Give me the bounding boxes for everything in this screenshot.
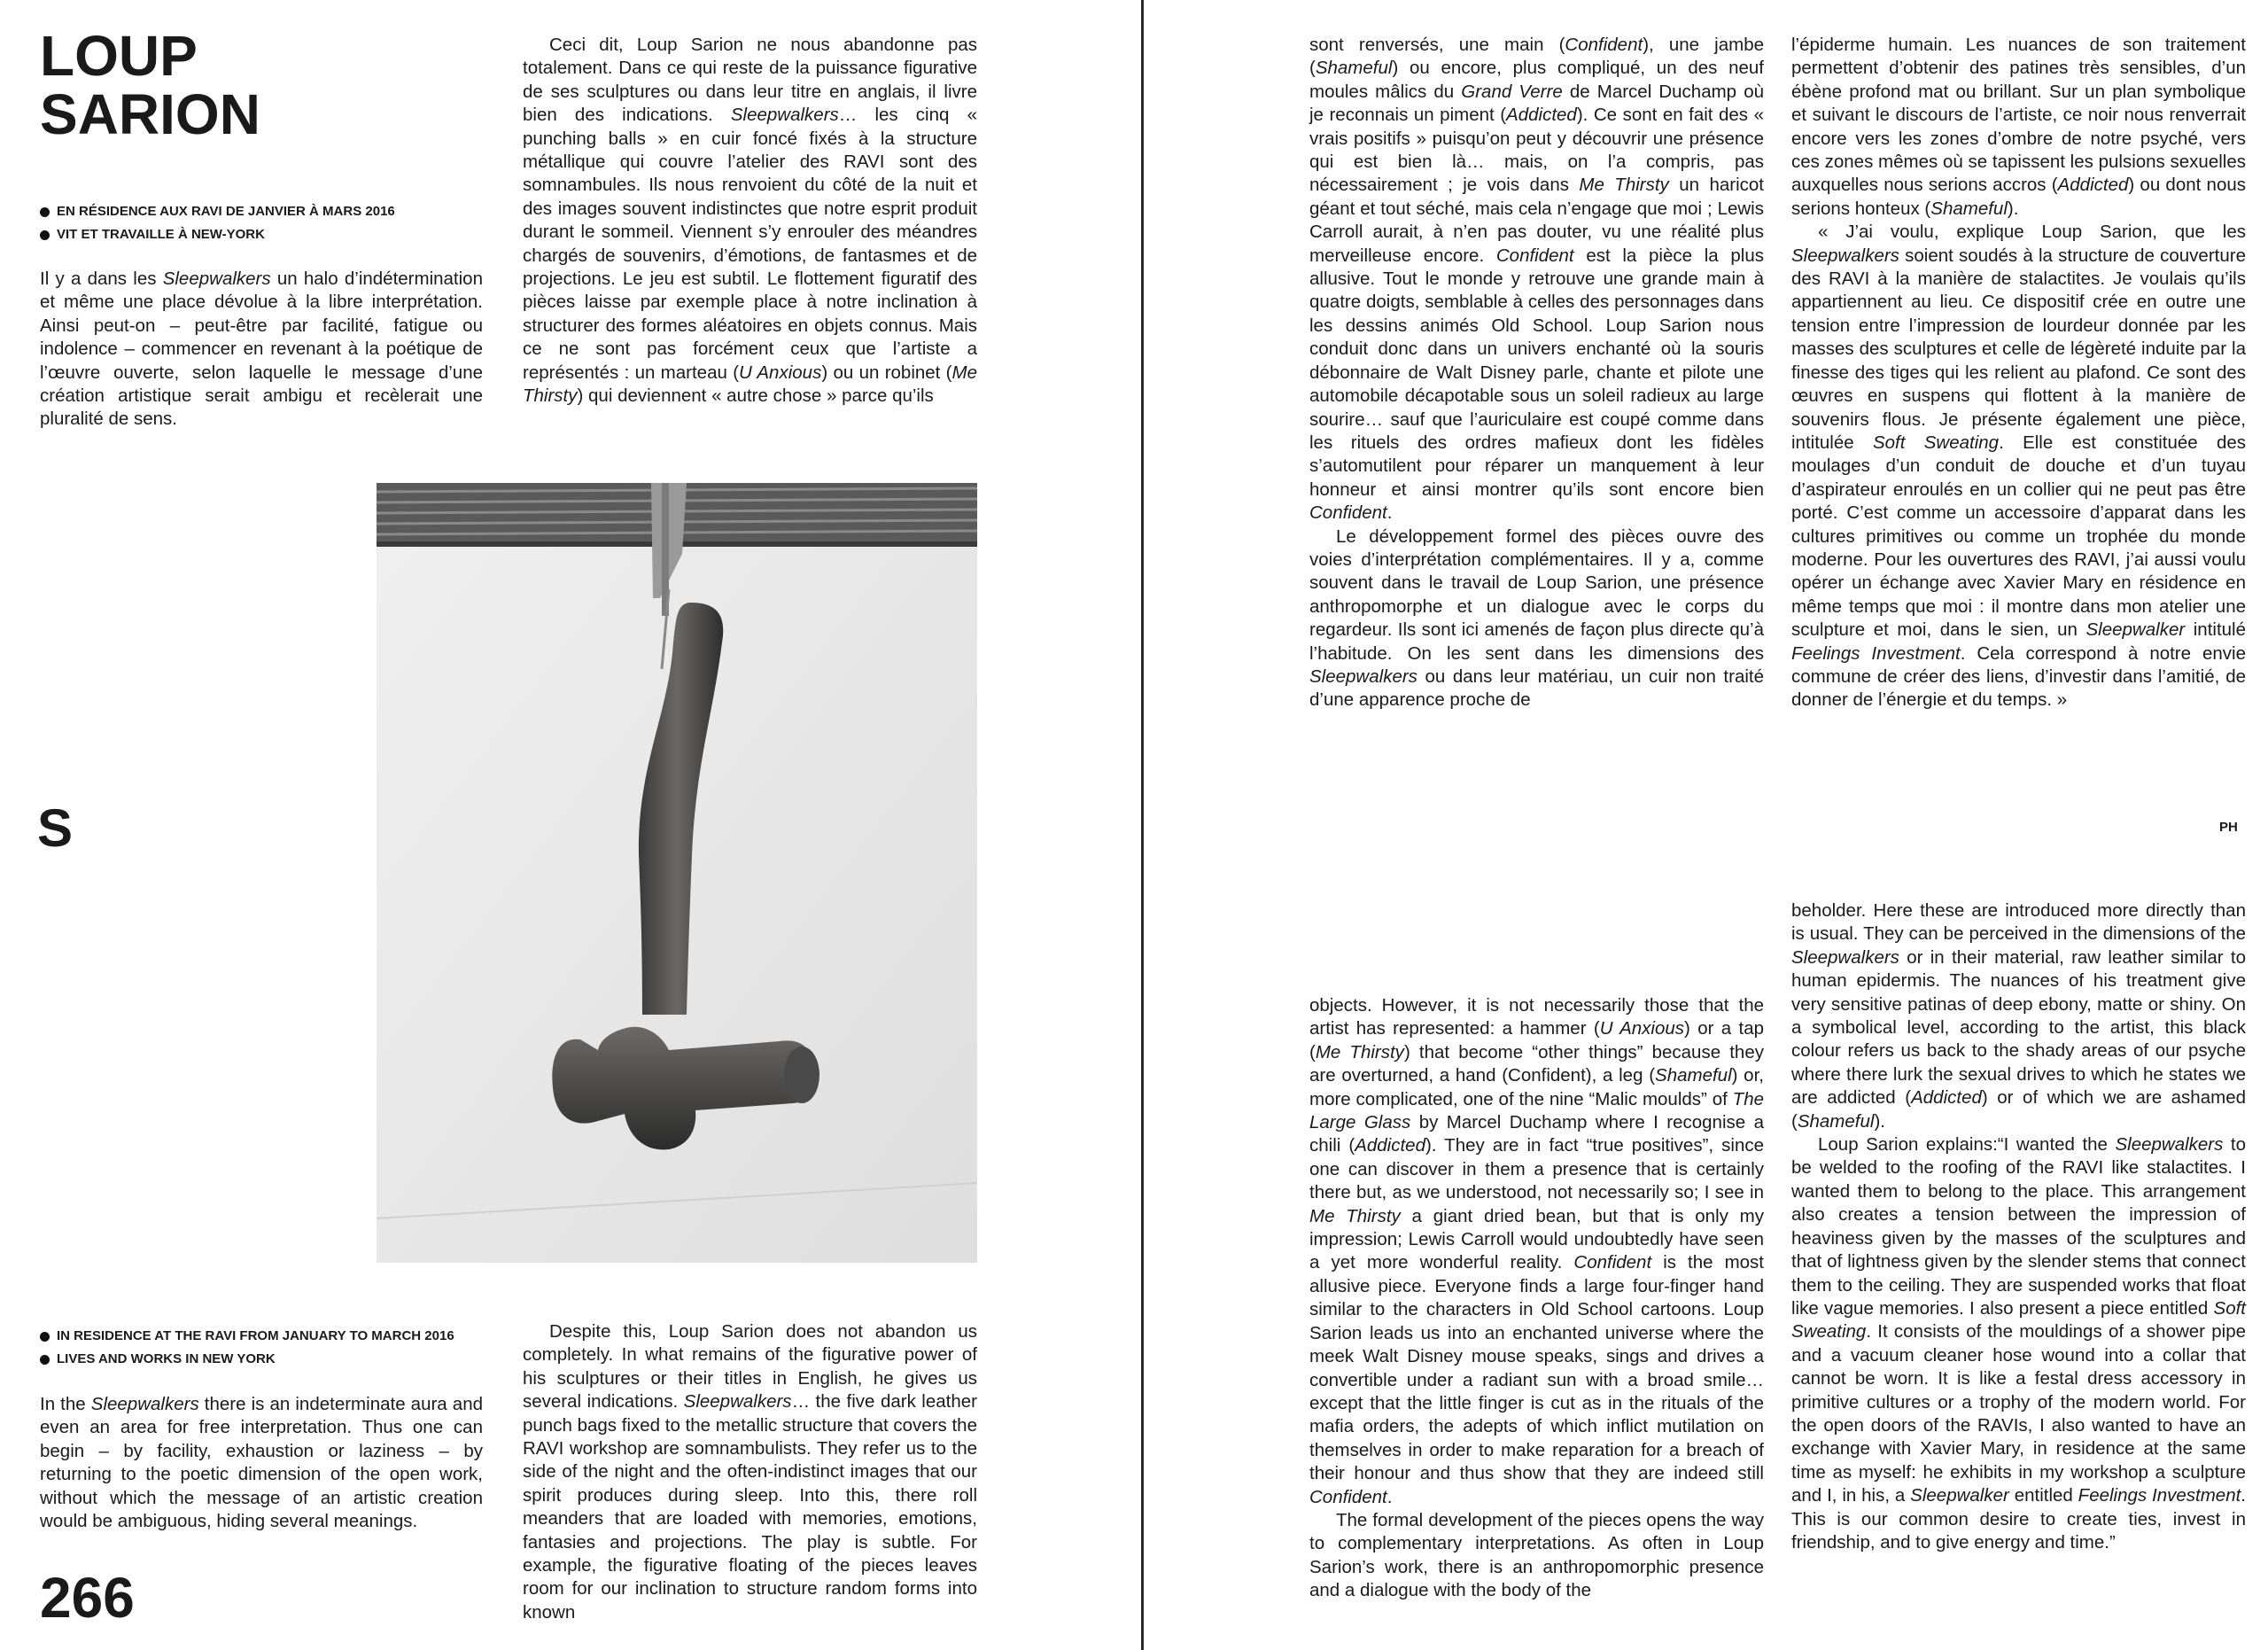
french-column-4 (1791, 34, 2246, 712)
italic-title-run: Me Thirsty (1315, 1041, 1404, 1062)
italic-title-run: Feelings Investment (1791, 642, 1961, 664)
text-run: objects. However, it is not necessarily those that the artist has represented: a hammer ( (1309, 995, 1764, 1039)
text-run: . This is our common desire to create ties, invest in friendship, and to give energy and time.” (1791, 1485, 2246, 1553)
text-run: intitulé (2185, 619, 2246, 641)
text-run: de Marcel Duchamp où je reconnais un piment ( (1309, 81, 1764, 126)
italic-title-run: U Anxious (1599, 1018, 1685, 1039)
text-run: is the most allusive piece. Everyone finds a large four-finger hand similar to the characters in Old School cartoons. Loup Sarion leads us into an enchanted universe where the meek Walt Disney mouse speaks, sings and drives a convertible under a radiant sun with a broad smile… except that the little finger is cut as in the rituals of the mafia orders, the adepts of which inflict mutilation on themselves in order to make reparation for a breach of their honour and thus show that they are indeed still (1309, 1252, 1764, 1484)
text-run: ) ou un robinet ( (821, 362, 952, 383)
italic-title-run: Shameful (1655, 1065, 1732, 1086)
italic-title-run: Soft Sweating (1791, 1297, 2246, 1343)
italic-title-run: Sleepwalker (2085, 619, 2186, 641)
italic-title-run: Sleepwalkers (90, 1394, 199, 1414)
text-run: Il y a dans les (40, 269, 163, 289)
text-run: ) qui deviennent « autre chose » parce qu’ils (577, 385, 934, 407)
italic-title-run: Feelings Investment (2078, 1485, 2241, 1506)
french-column-2 (523, 34, 977, 409)
text-run: . It consists of the mouldings of a shower pipe and a vacuum cleaner hose wound into a collar that cannot be worn. It is like a festal dress accessory in primitive cultures or a trophy of the modern world. For the open doors of the RAVIs, I also wanted to have an exchange with Xavier Mary, in residence at the same time as myself: he exhibits in my workshop a sculpture and I, in his, a (1791, 1321, 2246, 1506)
text-run: Ceci dit, Loup Sarion ne nous abandonne pas totalement. Dans ce qui reste de la puissance figurative de ses sculptures ou dans leur titre en anglais, il livre bien des indications. (523, 35, 977, 126)
english-meta-location: LIVES AND WORKS IN NEW YORK (40, 1348, 518, 1371)
english-meta-list (40, 1325, 518, 1371)
italic-title-run: Sleepwalkers (730, 105, 839, 126)
text-run: est la pièce la plus allusive. Tout le monde y retrouve une grande main à quatre doigts, semblable à celles des personnages dans les dessins animés Old School. Loup Sarion nous conduit donc dans un univers enchanté où la souris débonnaire de Walt Disney parle, chante et pilote une automobile décapotable sous un soleil radieux au large sourire… sauf que l’auriculaire est coupé comme dans les rituels des ordres mafieux dont les fidèles s’automutilent pour réparer un manquement à leur honneur et ainsi montrer qu’ils sont encore bien (1309, 245, 1764, 500)
italic-title-run: Confident (1309, 1486, 1387, 1507)
english-intro-paragraph (40, 1393, 483, 1533)
french-meta-list (40, 200, 518, 246)
text-run: In the (40, 1394, 91, 1414)
text-run: a giant dried bean, but that is only my impression; Lewis Carroll would undoubtedly have seen a yet more wonderful reality. (1309, 1205, 1764, 1273)
italic-title-run: Shameful (1315, 58, 1393, 79)
text-run: ). Ce sont en fait des « vrais positifs » puisqu’on peut y découvrir une présence qui est bien là… mais, on l’a compris, pas nécessairement ; je vois dans (1309, 105, 1764, 196)
english-meta-residence: IN RESIDENCE AT THE RAVI FROM JANUARY TO MARCH 2016 (40, 1325, 518, 1348)
italic-title-run: Sleepwalkers (683, 1391, 792, 1413)
paragraph-text (523, 1320, 977, 1624)
artist-name-heading (40, 24, 447, 146)
paragraph-text (40, 1393, 483, 1533)
text-run: ) or of which we are ashamed ( (1791, 1087, 2246, 1132)
text-run: . (1386, 1486, 1393, 1507)
text-run: … the five dark leather punch bags fixed to the metallic structure that covers the RAVI workshop are somnambulists. They refer us to the side of the night and the often-indistinct images that our spirit produces during sleep. Into this, there roll meanders that are loaded with memories, emotions, fantasies and projections. The play is subtle. For example, the figurative floating of the pieces leaves room for our inclination to structure random forms into known (523, 1391, 977, 1623)
italic-title-run: Sleepwalkers (162, 269, 271, 289)
page-gutter-divider (1141, 0, 1144, 1650)
italic-title-run: Me Thirsty (1309, 1205, 1401, 1226)
text-run: The formal development of the pieces opens the way to complementary interpretations. As often in Loup Sarion’s work, there is an anthropomorphic presence and a dialogue with the body of the (1309, 1509, 1764, 1601)
text-run: Despite this, Loup Sarion does not abandon us completely. In what remains of the figurative power of his sculptures or their titles in English, he gives us several indications. (523, 1321, 977, 1413)
french-column-4-paragraph-1 (1791, 34, 2246, 221)
text-run: ) ou dont nous serions honteux ( (1791, 175, 2246, 219)
text-run: beholder. Here these are introduced more directly than is usual. They can be perceived in the dimensions of the (1791, 900, 2246, 945)
text-run: . Elle est constituée des moulages d’un conduit de douche et d’un tuyau d’aspirateur enroulés en un collier qui ne peut pas être porté. C’est comme un accessoire d’apparat dans les cultures primitives ou comme un trophée du monde moderne. Pour les ouvertures des RAVI, j’ai aussi voulu opérer un échange avec Xavier Mary en résidence en même temps que moi : il montre dans mon atelier une sculpture et moi, dans le sien, un (1791, 432, 2247, 641)
text-run: ), une jambe ( (1309, 35, 1764, 79)
english-column-4 (1791, 899, 2246, 1554)
french-column-3-paragraph-1 (1309, 34, 1764, 525)
text-run: « J’ai voulu, explique Loup Sarion, que les (1818, 222, 2246, 243)
text-run: or in their material, raw leather similar to human epidermis. The nuances of his treatment give very sensitive patinas of deep ebony, matte or shiny. On a symbolical level, according to the artist, this black colour refers us back to the shady areas of our psyche where there lurk the sexual drives to which he states we are addicted ( (1791, 946, 2246, 1109)
italic-title-run: Sleepwalkers (1309, 665, 1418, 687)
italic-title-run: Confident (1565, 35, 1643, 55)
text-run: ou dans leur matériau, un cuir non traité d’une apparence proche de (1309, 665, 1764, 711)
paragraph-text (523, 34, 977, 409)
text-run: Le développement formel des pièces ouvre des voies d’interprétation complémentaires. Il y a, comme souvent dans le travail de Loup Sarion, une présence anthropomorphe et un dialogue avec le corps du regardeur. Ils sont ici amenés de façon plus directe qu’à l’habitude. On les sent dans les dimensions des (1309, 525, 1764, 664)
french-intro-paragraph (40, 268, 483, 432)
french-column-3-paragraph-2 (1309, 525, 1764, 712)
sculpture-photograph (377, 483, 977, 1263)
text-run: by Marcel Duchamp where I recognise a chili ( (1309, 1112, 1764, 1156)
text-run: l’épiderme humain. Les nuances de son traitement permettent d’obtenir des patines très sensibles, d’un ébène profond mat ou brillant. Sur un plan symbolique et suivant le discours de l’artiste, ce noir nous renverrait encore vers les zones d’ombre de notre psyché, vers ces zones mêmes où se tapissent les pulsions sexuelles auxquelles nous serions accros ( (1791, 35, 2246, 196)
italic-title-run: Addicted (1506, 105, 1577, 126)
italic-title-run: Shameful (1930, 198, 2008, 219)
section-letter: S (37, 798, 74, 858)
french-meta-location: VIT ET TRAVAILLE À NEW-YORK (40, 223, 518, 246)
bullet-icon (40, 1332, 50, 1342)
text-run: . (1386, 502, 1393, 524)
english-column-4-paragraph-2 (1791, 1133, 2246, 1554)
french-meta-residence: EN RÉSIDENCE AUX RAVI DE JANVIER À MARS 2016 (40, 200, 518, 223)
french-column-4-paragraph-2 (1791, 221, 2246, 712)
italic-title-run: Shameful (1797, 1110, 1875, 1132)
english-column-3 (1309, 994, 1764, 1603)
text-run: ). (2007, 198, 2019, 219)
english-column-3-paragraph-2 (1309, 1509, 1764, 1603)
text-run: ) or a tap ( (1309, 1018, 1765, 1062)
text-run: Loup Sarion explains:“I wanted the (1818, 1134, 2116, 1156)
italic-title-run: Me Thirsty (1579, 175, 1669, 196)
italic-title-run: Confident (1573, 1252, 1652, 1273)
italic-title-run: Addicted (1355, 1135, 1425, 1156)
page-number: 266 (40, 1566, 135, 1630)
text-run: ) ou encore, plus compliqué, un des neuf moules mâlics du (1309, 58, 1764, 102)
text-run: ). (1874, 1110, 1885, 1132)
text-run: sont renversés, une main ( (1309, 35, 1565, 55)
bullet-icon (40, 230, 50, 240)
italic-title-run: Confident (1309, 502, 1387, 524)
italic-title-run: Addicted (1911, 1087, 1982, 1109)
italic-title-run: The Large Glass (1309, 1088, 1764, 1133)
artist-name-line-2: SARION (40, 82, 260, 146)
text-run: . Cela correspond à notre envie commune de créer des liens, d’investir dans l’amitié, de donner de l’énergie et du temps. » (1791, 642, 2246, 711)
italic-title-run: Sleepwalkers (1791, 245, 1899, 266)
bullet-icon (40, 207, 50, 217)
italic-title-run: Grand Verre (1461, 81, 1563, 102)
paragraph-text (40, 268, 483, 432)
italic-title-run: Sleepwalker (1910, 1485, 2009, 1506)
italic-title-run: Sleepwalkers (2115, 1134, 2224, 1156)
italic-title-run: Me Thirsty (523, 362, 977, 407)
english-column-3-paragraph-1 (1309, 994, 1764, 1509)
text-run: un haricot géant et tout séché, mais cela n’engage que moi ; Lewis Carroll aurait, à n’en pas douter, vu une réalité plus merveilleuse encore. (1309, 175, 1764, 266)
text-run: ). They are in fact “true positives”, since one can discover in them a presence that is certainly there but, as we understood, not necessarily so; I see in (1309, 1135, 1764, 1203)
italic-title-run: Addicted (2057, 175, 2129, 196)
text-run: ) or, more complicated, one of the nine “Malic moulds” of (1309, 1065, 1764, 1109)
italic-title-run: Confident (1495, 245, 1574, 266)
french-column-3 (1309, 34, 1764, 712)
hanging-hammer-sculpture-image (377, 483, 977, 1263)
text-run: to be welded to the roofing of the RAVI like stalactites. I wanted them to belong to the place. This arrangement also creates a tension between the impression of heaviness given by the masses of the sculptures and that of lightness given by the slender stems that connect them to the ceiling. They are suspended works that float like vague memories. I also present a piece entitled (1791, 1134, 2247, 1319)
text-run: ) that become “other things” because they are overturned, a hand (Confident), a leg ( (1309, 1041, 1764, 1086)
english-column-4-paragraph-1 (1791, 899, 2246, 1133)
text-run: there is an indeterminate aura and even an area for free interpretation. Thus one can begin – by facility, exhaustion or laziness – by returning to the poetic dimension of the open work, without which the message of an artistic creation would be ambiguous, hiding several meanings. (40, 1394, 483, 1532)
italic-title-run: Sleepwalkers (1791, 946, 1899, 968)
bullet-icon (40, 1355, 50, 1365)
italic-title-run: U Anxious (739, 362, 822, 383)
artist-name-line-1: LOUP (40, 24, 198, 88)
author-initials: PH (2219, 820, 2238, 835)
english-column-2 (523, 1320, 977, 1624)
text-run: entitled (2008, 1485, 2078, 1506)
text-run: un halo d’indétermination et même une place dévolue à la libre interprétation. Ainsi peut-on – peut-être par facilité, fatigue ou indolence – commencer en revenant à la poétique de l’œuvre ouverte, selon laquelle le message d’une création artistique serait ambigu et recèlerait une pluralité de sens. (40, 269, 483, 430)
text-run: … les cinq « punching balls » en cuir foncé fixés à la structure métallique qui couvre l’atelier des RAVI sont des somnambules. Ils nous renvoient du côté de la nuit et des images souvent indistinctes que notre esprit produit durant le sommeil. Viennent s’y enrouler des méandres chargés de souvenirs, d’émotions, de fantasmes et de projections. Le jeu est subtil. Le flottement figuratif des pièces laisse par exemple place à notre inclination à structurer des formes aléatoires en objets connus. Mais ce ne sont pas forcément ceux que l’artiste a représentés : un marteau ( (523, 105, 977, 383)
italic-title-run: Soft Sweating (1872, 432, 2000, 453)
text-run: soient soudés à la structure de couverture des RAVI à la manière de stalactites. Je voulais qu’ils appartiennent au lieu. Ce dispositif crée en outre une tension entre l’impression de lourdeur donnée par les masses des sculptures et celle de légèreté induite par la finesse des tiges qui les relient au plafond. Ce sont des œuvres en suspens qui flottent à la manière de souvenirs flous. Je présente également une pièce, intitulée (1791, 245, 2246, 453)
